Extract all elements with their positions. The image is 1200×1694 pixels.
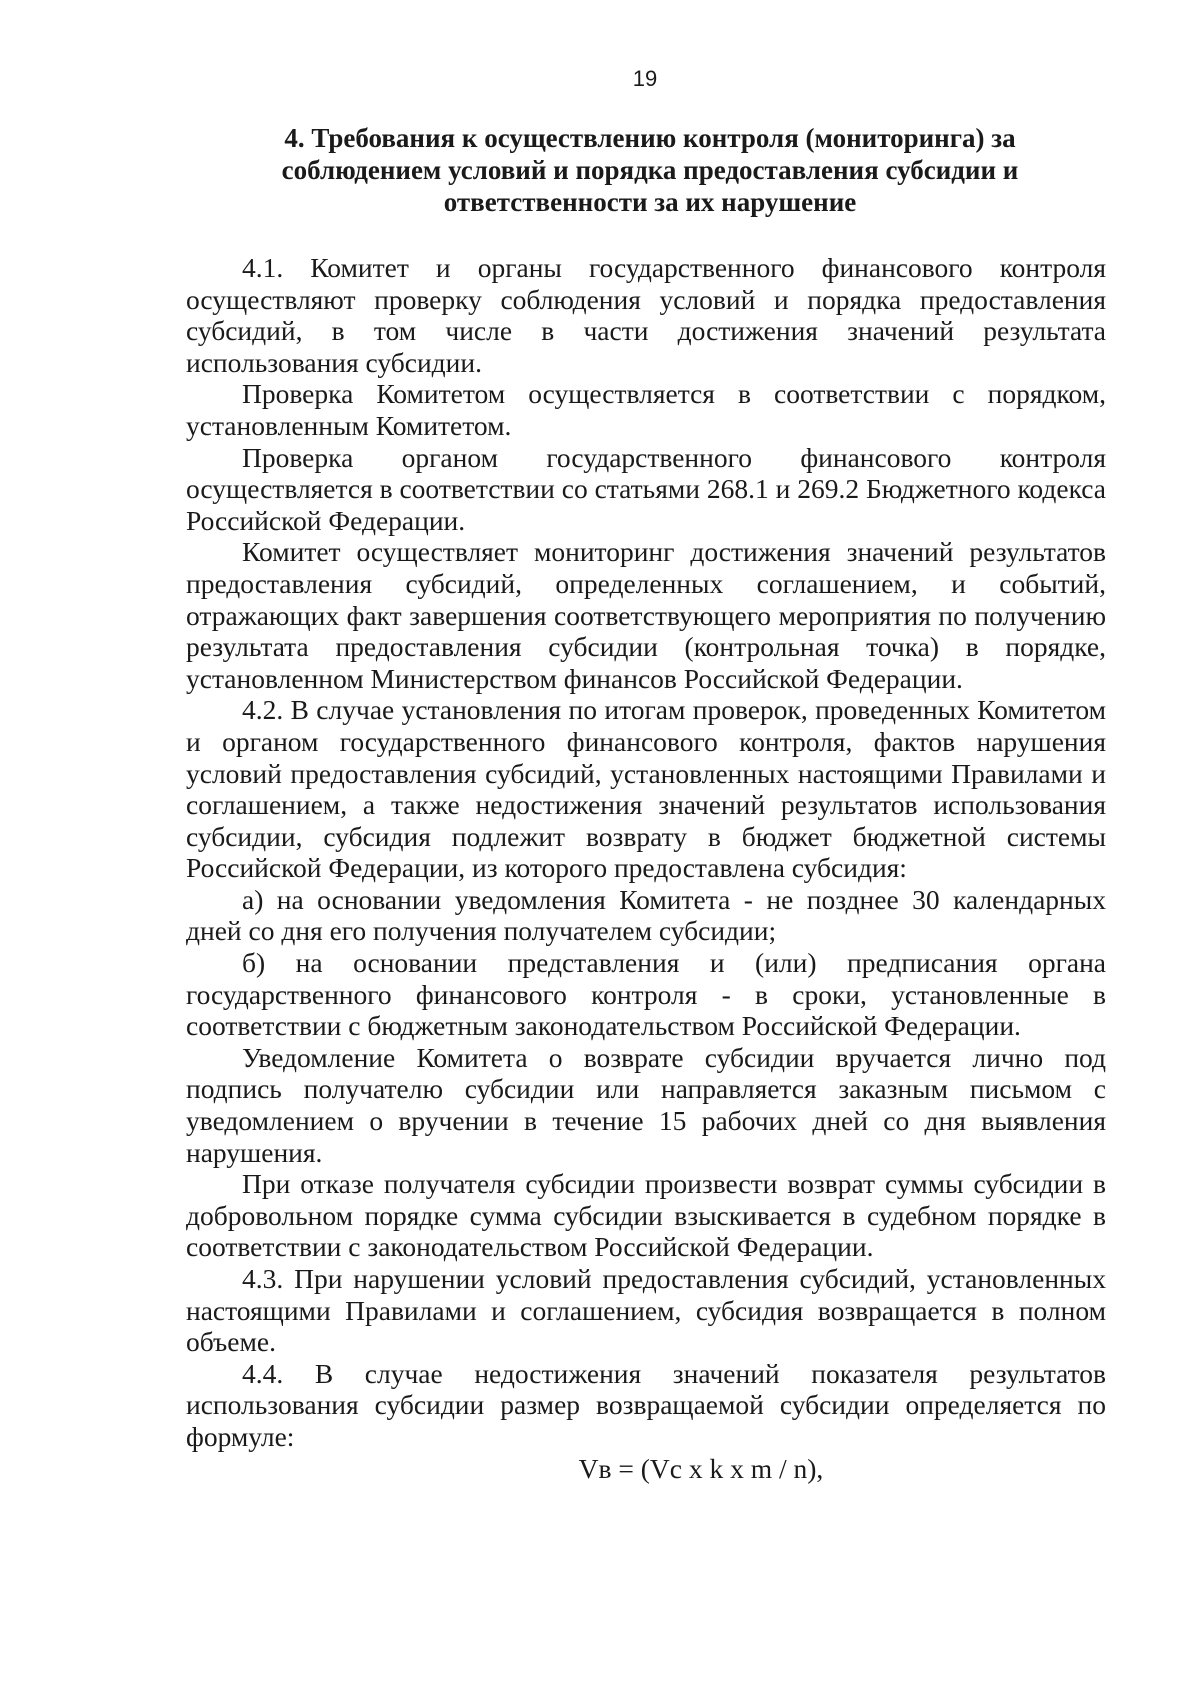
page-number: 19 — [632, 66, 658, 91]
paragraph-4-4: 4.4. В случае недостижения значений показателя результатов использования субсидии размер возвращаемой субсидии определяется по формуле: — [186, 1357, 1106, 1452]
paragraph-4-1: 4.1. Комитет и органы государственного финансового контроля осуществляют проверку соблюдения условий и порядка предоставления субсидий, в том числе в части достижения значений результата использования субсидии. — [186, 252, 1106, 378]
paragraph-item-a: а) на основании уведомления Комитета - не позднее 30 календарных дней со дня его получения получателем субсидии; — [186, 883, 1106, 947]
section-heading — [190, 122, 1110, 218]
paragraph-4-3: 4.3. При нарушении условий предоставления субсидий, установленных настоящими Правилами и соглашением, субсидия возвращается в полном объеме. — [186, 1263, 1106, 1358]
paragraph-4-2: 4.2. В случае установления по итогам проверок, проведенных Комитетом и органом государственного финансового контроля, фактов нарушения условий предоставления субсидий, установленных настоящими Правилами и соглашением, а также недостижения значений результатов использования субсидии, субсидия подлежит возврату в бюджет бюджетной системы Российской Федерации, из которого предоставлена субсидия: — [186, 694, 1106, 884]
section-heading-line: 4. Требования к осуществлению контроля (мониторинга) за — [284, 123, 1016, 153]
paragraph-notification: Уведомление Комитета о возврате субсидии вручается лично под подпись получателю субсидии или направляется заказным письмом с уведомлением о вручении в течение 15 рабочих дней со дня выявления нарушения. — [186, 1041, 1106, 1168]
formula: Vв = (Vc x k x m / n), — [578, 1452, 824, 1484]
section-heading-line: ответственности за их нарушение — [443, 187, 857, 217]
paragraph-committee-check: Проверка Комитетом осуществляется в соответствии с порядком, установленным Комитетом. — [186, 378, 1106, 441]
section-heading-line: соблюдением условий и порядка предоставления субсидии и — [281, 155, 1019, 185]
paragraph-refusal: При отказе получателя субсидии произвести возврат суммы субсидии в добровольном порядке сумма субсидии взыскивается в судебном порядке в соответствии с законодательством Российской Федерации. — [186, 1168, 1106, 1263]
paragraph-financial-control-check: Проверка органом государственного финансового контроля осуществляется в соответствии со статьями 268.1 и 269.2 Бюджетного кодекса Российской Федерации. — [186, 441, 1106, 536]
paragraph-item-b: б) на основании представления и (или) предписания органа государственного финансового контроля - в сроки, установленные в соответствии с бюджетным законодательством Российской Федерации. — [186, 947, 1106, 1042]
paragraph-monitoring: Комитет осуществляет мониторинг достижения значений результатов предоставления субсидий, определенных соглашением, и событий, отражающих факт завершения соответствующего мероприятия по получению результата предоставления субсидии (контрольная точка) в порядке, установленном Министерством финансов Российской Федерации. — [186, 536, 1106, 694]
body-text — [186, 252, 1106, 1484]
